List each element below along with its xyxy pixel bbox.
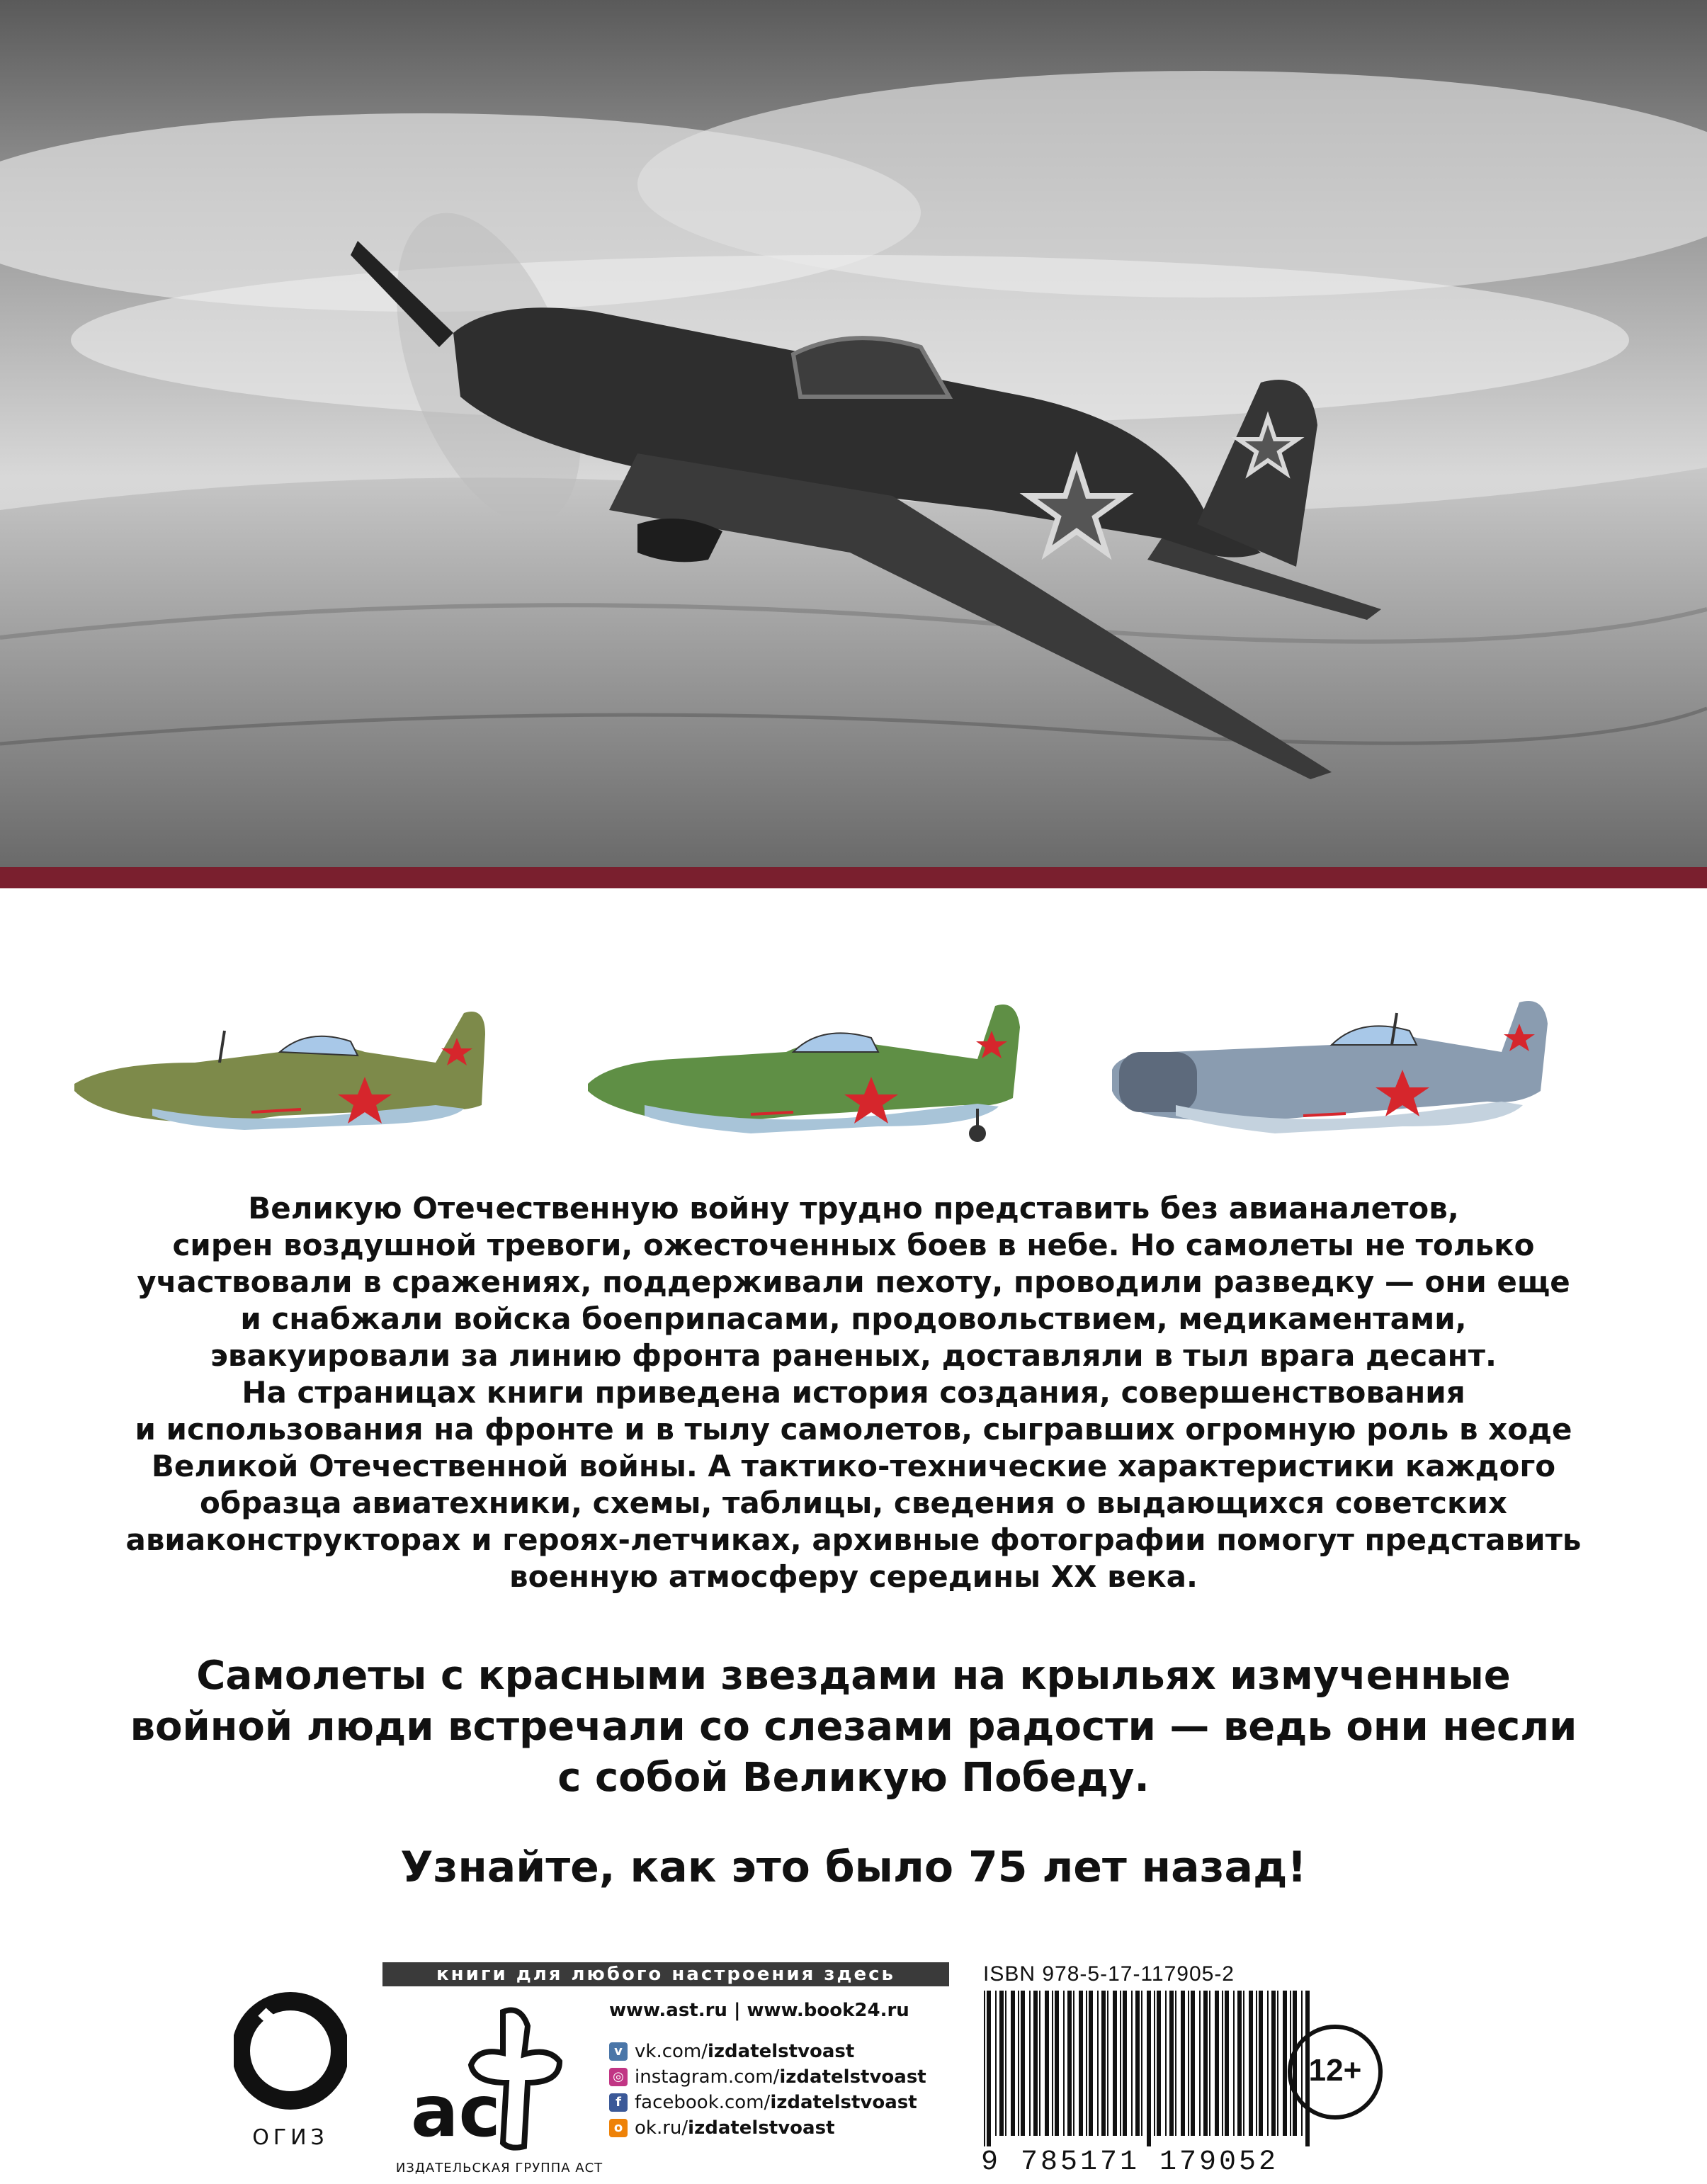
barcode-bar xyxy=(1067,1991,1072,2136)
description-line: авиаконструкторах и героях-летчиках, архивные фотографии помогут представить xyxy=(125,1522,1582,1557)
call-to-action: Узнайте, как это было 75 лет назад! xyxy=(400,1843,1307,1892)
barcode-bar xyxy=(1021,1991,1025,2136)
barcode-bar xyxy=(1131,1991,1133,2136)
barcode-bar xyxy=(1222,1991,1223,2136)
barcode-bar xyxy=(1141,1991,1142,2136)
barcode-bar xyxy=(1277,1991,1278,2136)
barcode-bar xyxy=(1135,1991,1140,2136)
barcode-bar xyxy=(1175,1991,1176,2136)
barcode-bar xyxy=(1123,1991,1127,2136)
barcode-bar xyxy=(1089,1991,1093,2136)
barcode-bar xyxy=(1233,1991,1235,2136)
lead-line: с собой Великую Победу. xyxy=(557,1755,1150,1801)
barcode-bar xyxy=(1237,1991,1242,2136)
description-line: Великую Отечественную войну трудно представить без авианалетов, xyxy=(248,1191,1459,1226)
barcode-bar xyxy=(1039,1991,1040,2136)
description-line: участвовали в сражениях, поддерживали пехоту, проводили разведку — они еще xyxy=(137,1264,1570,1299)
barcode-bar xyxy=(1086,1991,1087,2136)
barcode-bar xyxy=(1165,1991,1167,2136)
description-line: эвакуировали за линию фронта раненых, доставляли в тыл врага десант. xyxy=(210,1338,1497,1373)
barcode-bar xyxy=(1033,1991,1038,2136)
description-line: и использования на фронте и в тылу самолетов, сыгравших огромную роль в ходе xyxy=(135,1412,1572,1447)
lead-statement xyxy=(78,1651,1629,1804)
ast-logo-icon xyxy=(397,2005,581,2154)
barcode-bar xyxy=(1243,1991,1244,2136)
instagram-icon: ◎ xyxy=(609,2068,628,2086)
barcode-bar xyxy=(984,1991,985,2146)
barcode-bar xyxy=(1191,1991,1195,2136)
barcode-bar xyxy=(1079,1991,1083,2136)
barcode-bar xyxy=(1101,1991,1106,2136)
social-link-facebook[interactable]: f facebook.com/ izdatelstvoast xyxy=(609,2090,935,2115)
description-line: образца авиатехники, схемы, таблицы, сведения о выдающихся советских xyxy=(200,1486,1507,1520)
barcode-bar xyxy=(1157,1991,1161,2136)
aircraft-profile-olive xyxy=(67,985,492,1155)
ogiz-label: ОГИЗ xyxy=(252,2125,329,2150)
barcode-bar xyxy=(1249,1991,1253,2136)
barcode-bar xyxy=(1225,1991,1229,2136)
description-line: Великой Отечественной войны. А тактико-технические характеристики каждого xyxy=(151,1449,1556,1483)
aircraft-profile-green xyxy=(581,985,1034,1155)
social-link-instagram[interactable]: ◎ instagram.com/ izdatelstvoast xyxy=(609,2064,935,2090)
barcode-bar xyxy=(1029,1991,1031,2136)
barcode-bar xyxy=(1181,1991,1185,2136)
lead-line: войной люди встречали со слезами радости — ведь они несли xyxy=(130,1704,1577,1750)
barcode-bar xyxy=(1045,1991,1049,2136)
barcode-bar xyxy=(1052,1991,1053,2136)
barcode-bar xyxy=(1005,1991,1006,2136)
odnoklassniki-icon: o xyxy=(609,2119,628,2137)
lead-line: Самолеты с красными звездами на крыльях измученные xyxy=(196,1653,1511,1699)
barcode-bar xyxy=(1120,1991,1121,2136)
barcode-bar xyxy=(1154,1991,1155,2136)
barcode-digits: 9 785171 179052 xyxy=(981,2146,1279,2178)
barcode-bar xyxy=(1209,1991,1210,2136)
barcode-bar xyxy=(1188,1991,1189,2136)
barcode-bar xyxy=(1147,1991,1151,2146)
barcode-bar xyxy=(1018,1991,1019,2136)
barcode-bar xyxy=(1073,1991,1074,2136)
isbn-number: ISBN 978-5-17-117905-2 xyxy=(983,1962,1235,1986)
barcode-bar xyxy=(1097,1991,1099,2136)
vk-icon: v xyxy=(609,2042,628,2061)
barcode-bar xyxy=(999,1991,1004,2136)
barcode-bar xyxy=(995,1991,997,2136)
description-line: сирен воздушной тревоги, ожесточенных боев в небе. Но самолеты не только xyxy=(172,1228,1535,1262)
publisher-tagline: книги для любого настроения здесь xyxy=(382,1962,949,1986)
barcode-bar xyxy=(1055,1991,1059,2136)
barcode-bar xyxy=(1267,1991,1269,2136)
description-line: и снабжали войска боеприпасами, продовольствием, медикаментами, xyxy=(240,1301,1467,1336)
description-line: военную атмосферу середины XX века. xyxy=(509,1559,1198,1594)
social-link-odnoklassniki[interactable]: o ok.ru/ izdatelstvoast xyxy=(609,2115,935,2141)
barcode-bar xyxy=(1063,1991,1065,2136)
barcode-bar xyxy=(1203,1991,1208,2136)
barcode-bar xyxy=(1011,1991,1015,2136)
aircraft-profile-blue-grey xyxy=(1105,985,1558,1155)
barcode-bar xyxy=(987,1991,991,2146)
maroon-divider-band xyxy=(0,867,1707,888)
ast-caption: ИЗДАТЕЛЬСКАЯ ГРУППА АСТ xyxy=(395,2161,603,2175)
book-description xyxy=(78,1190,1629,1595)
barcode-bar xyxy=(1107,1991,1108,2136)
website-links[interactable]: www.ast.ru | www.book24.ru xyxy=(609,2000,909,2021)
barcode xyxy=(981,1991,1314,2146)
facebook-icon: f xyxy=(609,2093,628,2112)
barcode-bar xyxy=(1113,1991,1117,2136)
barcode-bar xyxy=(1199,1991,1201,2136)
barcode-bar xyxy=(1259,1991,1263,2136)
cover-photo-yak-fighter xyxy=(0,0,1707,867)
aircraft-profiles xyxy=(0,985,1707,1169)
age-rating-label: 12+ xyxy=(1308,2053,1362,2088)
social-link-vk[interactable]: v vk.com/ izdatelstvoast xyxy=(609,2039,935,2064)
ast-logo-text: ас xyxy=(411,2070,501,2153)
description-line: На страницах книги приведена история создания, совершенствования xyxy=(242,1375,1465,1410)
barcode-bar xyxy=(1169,1991,1174,2136)
barcode-bar xyxy=(1271,1991,1276,2136)
barcode-bar xyxy=(1256,1991,1257,2136)
barcode-bar xyxy=(1215,1991,1219,2136)
publisher-links xyxy=(609,1998,935,2141)
